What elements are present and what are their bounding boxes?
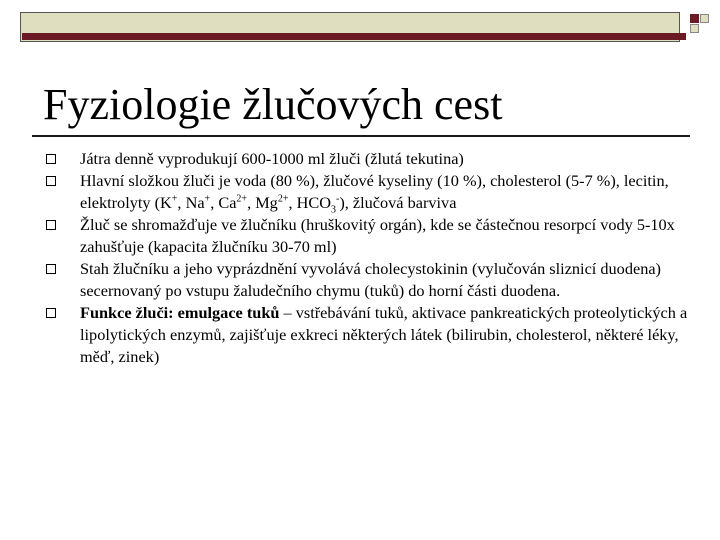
hollow-square-bullet-icon [46, 176, 56, 186]
hollow-square-bullet-icon [46, 308, 56, 318]
superscript: 2+ [236, 193, 248, 205]
bullet-text: Játra denně vyprodukují 600-1000 ml žluči (žlutá tekutina) [80, 149, 464, 168]
slide-title: Fyziologie žlučových cest [43, 80, 503, 129]
bullet-item-gallbladder-contraction [42, 258, 692, 302]
bullet-item-bile-production [42, 148, 692, 170]
header-accent-line [22, 33, 686, 40]
hollow-square-bullet-icon [46, 154, 56, 164]
bullet-text: Funkce žluči: emulgace tuků – vstřebávání tuků, aktivace pankreatických proteolytických a lipolytických enzymů, zajišťuje exkreci některých látek (bilirubin, cholesterol, některé léky, měď, zinek) [80, 303, 688, 366]
hollow-square-bullet-icon [46, 264, 56, 274]
subscript: 3 [331, 204, 336, 216]
bullet-item-bile-composition [42, 170, 692, 214]
superscript: 2+ [277, 193, 289, 205]
corner-square-light-bottom [690, 24, 699, 33]
bullet-item-gallbladder-storage [42, 214, 692, 258]
title-divider [32, 135, 690, 137]
bullet-item-bile-function [42, 302, 692, 368]
hollow-square-bullet-icon [46, 220, 56, 230]
superscript: + [204, 193, 211, 205]
corner-square-light-right [700, 14, 709, 23]
bullet-text: Žluč se shromažďuje ve žlučníku (hruškovitý orgán), kde se částečnou resorpcí vody 5-10x zahušťuje (kapacita žlučníku 30-70 ml) [80, 215, 675, 256]
superscript: + [171, 193, 178, 205]
bold-lead: Funkce žluči: emulgace tuků [80, 303, 280, 322]
bullet-text: Hlavní složkou žluči je voda (80 %), žlučové kyseliny (10 %), cholesterol (5-7 %), lecitin, elektrolyty (K+, Na+, $Ca^{2+}$, $Mg^{2+}$, $HCO_3^-$), žlučová barviva [80, 171, 669, 216]
corner-square-dark [690, 14, 699, 23]
bullet-list [42, 148, 692, 368]
bullet-text: Stah žlučníku a jeho vyprázdnění vyvolává cholecystokinin (vylučován sliznicí duodena) secernovaný po vstupu žaludečního chymu (tuků) do horní části duodena. [80, 259, 661, 300]
superscript: - [336, 193, 340, 205]
